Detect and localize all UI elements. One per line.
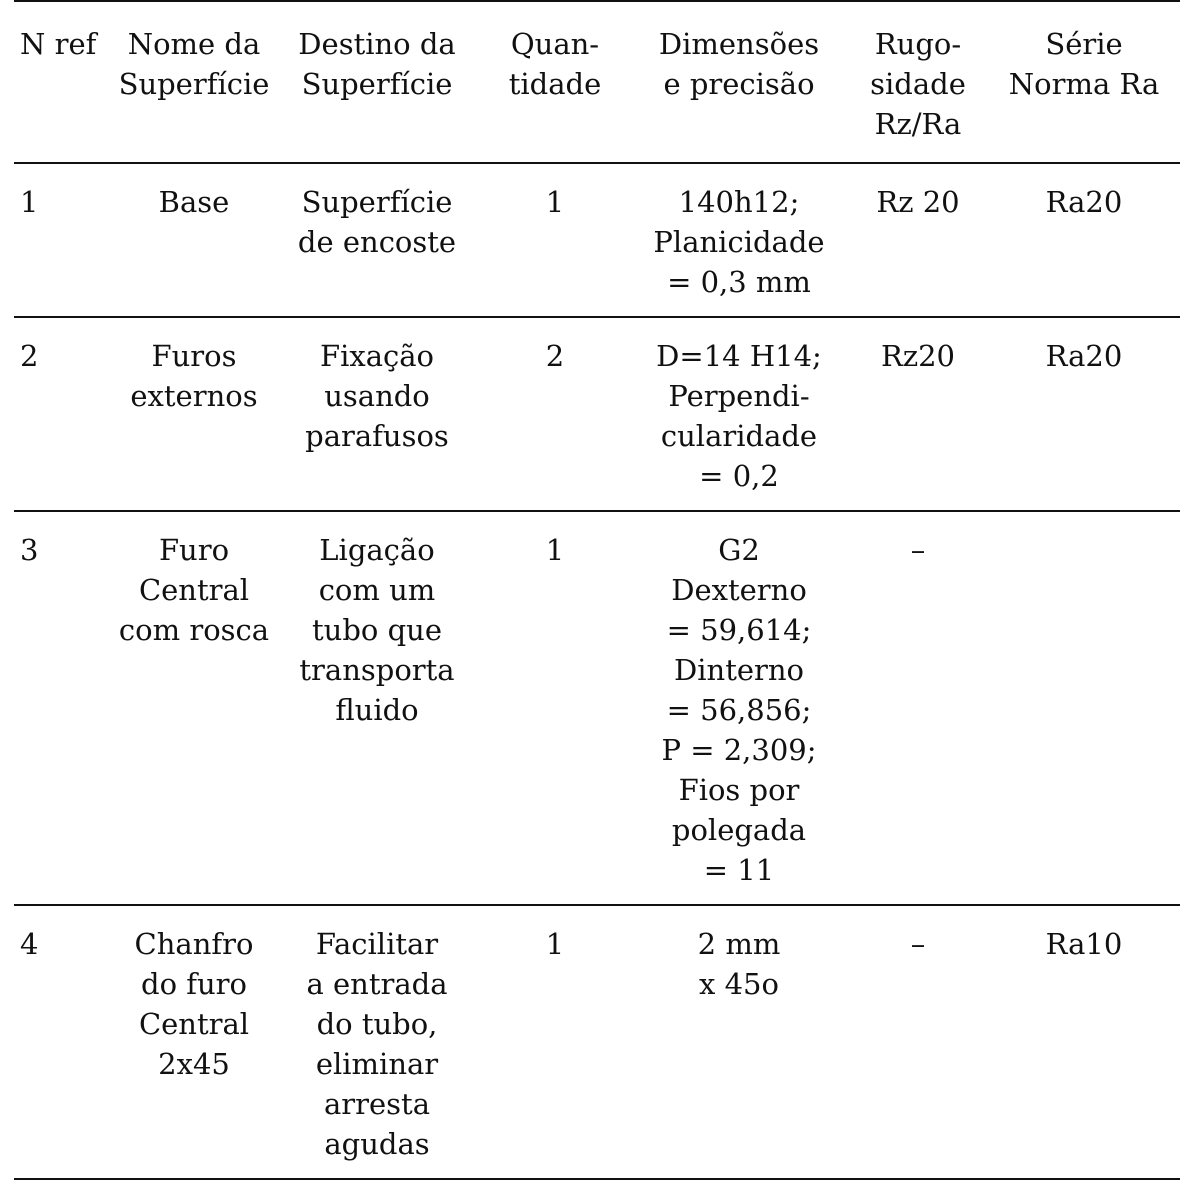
cell-quantidade	[480, 317, 630, 511]
cell-nome	[114, 905, 274, 1179]
table-header	[14, 1, 1180, 163]
cell-text-line: G2	[718, 533, 760, 567]
cell-text-line: 2	[545, 339, 565, 373]
cell-destino	[274, 317, 480, 511]
cell-text-line: Rz 20	[876, 185, 960, 219]
cell-dimensoes	[630, 317, 848, 511]
cell-text-line: Dexterno	[671, 573, 807, 607]
cell-n-ref	[14, 317, 114, 511]
cell-nome	[114, 511, 274, 905]
cell-rugosidade	[848, 511, 988, 905]
cell-text-line: 2 mm	[697, 927, 781, 961]
header-text-line: Quan-	[510, 27, 600, 61]
cell-text-line: a entrada	[306, 967, 448, 1001]
table-row	[14, 511, 1180, 905]
cell-text-line: eliminar	[315, 1047, 439, 1081]
surface-table	[14, 0, 1180, 1180]
header-text-line: sidade	[870, 67, 966, 101]
cell-destino	[274, 905, 480, 1179]
header-nome	[114, 1, 274, 163]
cell-text-line: Chanfro	[134, 927, 254, 961]
cell-quantidade	[480, 905, 630, 1179]
header-text-line: Série	[1045, 27, 1123, 61]
cell-text-line: = 0,3 mm	[667, 265, 811, 299]
cell-text-line: polegada	[671, 813, 807, 847]
cell-text-line: 3	[20, 533, 39, 567]
cell-text-line: de encoste	[297, 225, 457, 259]
cell-n-ref	[14, 905, 114, 1179]
table-row	[14, 905, 1180, 1179]
cell-text-line: = 59,614;	[666, 613, 812, 647]
header-text-line: tidade	[508, 67, 602, 101]
cell-text-line: Ra20	[1045, 339, 1123, 373]
cell-text-line: cularidade	[660, 419, 818, 453]
table-body	[14, 163, 1180, 1179]
cell-text-line: agudas	[324, 1127, 430, 1161]
cell-text-line: Superfície	[301, 185, 453, 219]
cell-text-line: Central	[138, 1007, 250, 1041]
cell-serie	[988, 317, 1180, 511]
cell-text-line: P = 2,309;	[661, 733, 817, 767]
cell-text-line: com rosca	[118, 613, 270, 647]
cell-destino	[274, 163, 480, 317]
header-dimensoes	[630, 1, 848, 163]
cell-text-line: D=14 H14;	[656, 339, 822, 373]
header-rugosidade	[848, 1, 988, 163]
cell-text-line: = 56,856;	[666, 693, 812, 727]
cell-text-line: 1	[545, 927, 565, 961]
cell-text-line: –	[910, 927, 926, 961]
cell-text-line: externos	[130, 379, 258, 413]
cell-text-line: parafusos	[305, 419, 449, 453]
cell-quantidade	[480, 163, 630, 317]
cell-text-line: Facilitar	[315, 927, 439, 961]
cell-quantidade	[480, 511, 630, 905]
cell-text-line: 2x45	[158, 1047, 230, 1081]
cell-text-line: 1	[545, 185, 565, 219]
table-row	[14, 317, 1180, 511]
cell-dimensoes	[630, 163, 848, 317]
cell-serie	[988, 511, 1180, 905]
cell-text-line: Central	[138, 573, 250, 607]
cell-serie	[988, 905, 1180, 1179]
cell-text-line: Rz20	[880, 339, 955, 373]
header-text-line: Nome da	[127, 27, 261, 61]
cell-text-line: Base	[158, 185, 230, 219]
cell-text-line: 1	[545, 533, 565, 567]
header-text-line: Superfície	[118, 67, 270, 101]
cell-text-line: tubo que	[312, 613, 442, 647]
header-text-line: Superfície	[301, 67, 453, 101]
header-text-line: Destino da	[298, 27, 456, 61]
cell-n-ref	[14, 163, 114, 317]
cell-dimensoes	[630, 905, 848, 1179]
header-text-line: Dimensões	[658, 27, 820, 61]
cell-text-line: Fixação	[319, 339, 435, 373]
cell-text-line: = 0,2	[699, 459, 779, 493]
cell-text-line: usando	[324, 379, 430, 413]
header-text-line: N ref	[20, 27, 97, 61]
cell-n-ref	[14, 511, 114, 905]
cell-nome	[114, 317, 274, 511]
header-text-line: Rugo-	[874, 27, 962, 61]
header-destino	[274, 1, 480, 163]
cell-text-line: Furos	[151, 339, 237, 373]
cell-text-line: Furo	[158, 533, 230, 567]
cell-text-line: com um	[318, 573, 436, 607]
cell-text-line: Perpendi-	[668, 379, 810, 413]
cell-text-line: = 11	[703, 853, 775, 887]
cell-text-line: Dinterno	[673, 653, 805, 687]
cell-text-line: do tubo,	[316, 1007, 438, 1041]
cell-text-line: –	[910, 533, 926, 567]
cell-text-line: transporta	[299, 653, 455, 687]
surface-table-container	[14, 0, 1180, 1180]
cell-text-line: arresta	[323, 1087, 430, 1121]
cell-serie	[988, 163, 1180, 317]
cell-text-line: 1	[20, 185, 39, 219]
header-n-ref	[14, 1, 114, 163]
cell-text-line: fluido	[335, 693, 419, 727]
header-text-line: e precisão	[663, 67, 815, 101]
cell-dimensoes	[630, 511, 848, 905]
cell-text-line: 4	[20, 927, 39, 961]
cell-text-line: 140h12;	[678, 185, 800, 219]
cell-rugosidade	[848, 163, 988, 317]
header-text-line: Norma Ra	[1008, 67, 1160, 101]
cell-text-line: 2	[20, 339, 39, 373]
table-row	[14, 163, 1180, 317]
cell-text-line: Ra20	[1045, 185, 1123, 219]
cell-destino	[274, 511, 480, 905]
header-quantidade	[480, 1, 630, 163]
cell-text-line: x 45o	[699, 967, 779, 1001]
cell-text-line: do furo	[141, 967, 247, 1001]
cell-text-line: Fios por	[678, 773, 800, 807]
cell-rugosidade	[848, 317, 988, 511]
cell-text-line: Ra10	[1045, 927, 1123, 961]
cell-rugosidade	[848, 905, 988, 1179]
cell-text-line: Planicidade	[653, 225, 825, 259]
cell-text-line: Ligação	[319, 533, 435, 567]
header-serie	[988, 1, 1180, 163]
header-row	[14, 1, 1180, 163]
header-text-line: Rz/Ra	[874, 107, 962, 141]
cell-nome	[114, 163, 274, 317]
